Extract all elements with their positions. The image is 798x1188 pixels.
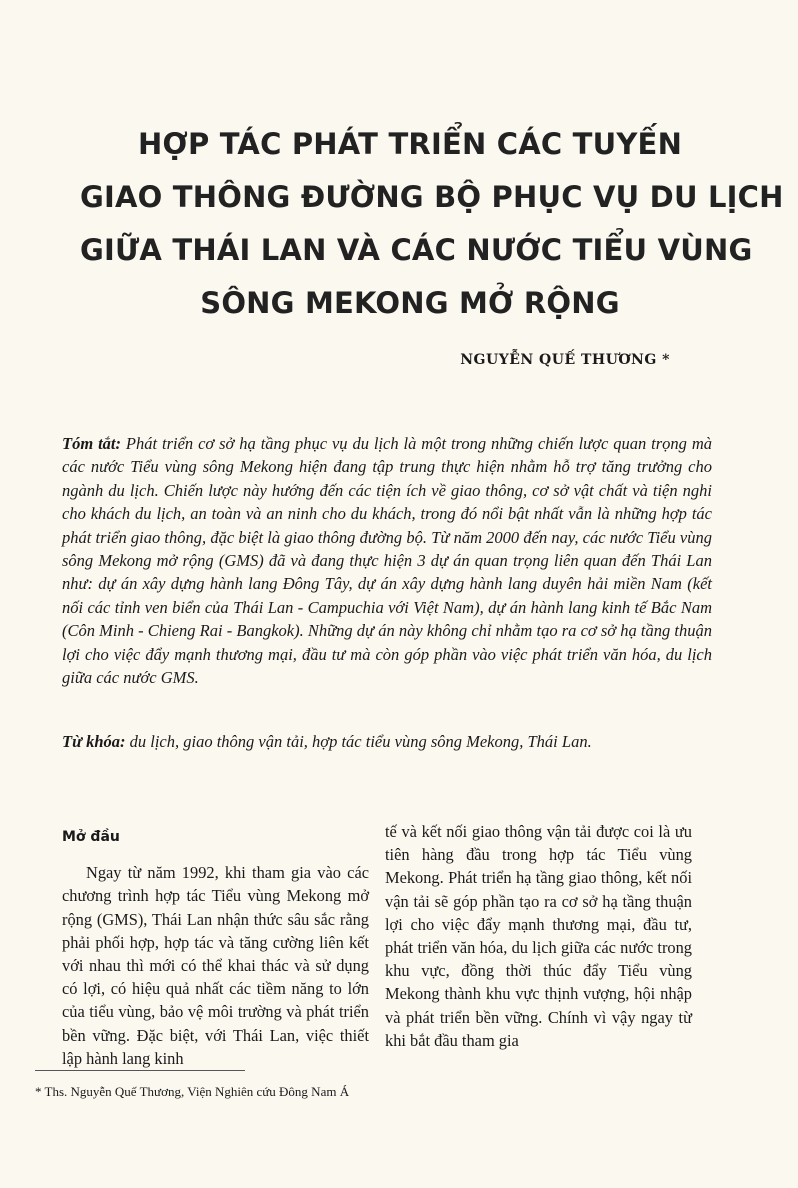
- keywords: [62, 730, 722, 753]
- title-line-1: HỢP TÁC PHÁT TRIỂN CÁC TUYẾN: [137, 127, 683, 161]
- footnote: * Ths. Nguyễn Quế Thương, Viện Nghiên cứu Đông Nam Á: [35, 1084, 350, 1099]
- footnote-divider: [35, 1070, 245, 1071]
- abstract-label: Tóm tắt:: [62, 434, 121, 453]
- author-name: NGUYỄN QUẾ THƯƠNG *: [460, 352, 670, 368]
- title-line-2: GIAO THÔNG ĐƯỜNG BỘ PHỤC VỤ DU LỊCH: [80, 180, 784, 214]
- abstract: [62, 432, 712, 689]
- section-heading: Mở đầu: [62, 829, 120, 845]
- body-text-right: tế và kết nối giao thông vận tải được coi là ưu tiên hàng đầu trong hợp tác Tiểu vùng Mekong. Phát triển hạ tầng giao thông, kết nối vận tải sẽ góp phần tạo ra cơ sở hạ tầng thuận lợi cho việc đẩy mạnh thương mại, đầu tư, phát triển văn hóa, du lịch giữa các nước trong khu vực, đồng thời thúc đẩy Tiểu vùng Mekong thành khu vực thịnh vượng, hội nhập và phát triển bền vững. Chính vì vậy ngay từ khi bắt đầu tham gia: [385, 822, 692, 1050]
- article-title: [80, 118, 784, 330]
- column-left: [62, 820, 369, 1070]
- keywords-label: Từ khóa:: [62, 732, 126, 751]
- keywords-text: du lịch, giao thông vận tải, hợp tác tiểu vùng sông Mekong, Thái Lan.: [125, 732, 592, 751]
- body-text-left: Ngay từ năm 1992, khi tham gia vào các chương trình hợp tác Tiểu vùng Mekong mở rộng (GMS), Thái Lan nhận thức sâu sắc rằng phải phối hợp, hợp tác và tăng cường liên kết với nhau thì mới có thể khai thác và sử dụng có lợi, có hiệu quả nhất các tiềm năng to lớn của tiểu vùng, bảo vệ môi trường và phát triển bền vững. Đặc biệt, với Thái Lan, việc thiết lập hành lang kinh: [62, 863, 369, 1068]
- title-line-4: SÔNG MEKONG MỞ RỘNG: [200, 286, 620, 320]
- abstract-text: Phát triển cơ sở hạ tầng phục vụ du lịch là một trong những chiến lược quan trọng mà các nước Tiểu vùng sông Mekong hiện đang tập trung thực hiện nhằm hỗ trợ tăng trưởng cho ngành du lịch. Chiến lược này hướng đến các tiện ích về giao thông, cơ sở vật chất và tiện nghi cho khách du lịch, an toàn và an ninh cho du khách, trong đó nổi bật nhất vẫn là những hợp tác phát triển giao thông, đặc biệt là giao thông đường bộ. Từ năm 2000 đến nay, các nước Tiểu vùng sông Mekong mở rộng (GMS) đã và đang thực hiện 3 dự án quan trọng liên quan đến Thái Lan như: dự án xây dựng hành lang Đông Tây, dự án xây dựng hành lang duyên hải miền Nam (kết nối các tỉnh ven biển của Thái Lan - Campuchia với Việt Nam), dự án hành lang kinh tế Bắc Nam (Côn Minh - Chieng Rai - Bangkok). Những dự án này không chỉ nhằm tạo ra cơ sở hạ tầng thuận lợi cho việc đẩy mạnh thương mại, đầu tư mà còn góp phần vào việc phát triển văn hóa, du lịch giữa các nước GMS.: [62, 434, 712, 688]
- column-right: [385, 820, 692, 1052]
- title-line-3: GIỮA THÁI LAN VÀ CÁC NƯỚC TIỂU VÙNG: [80, 233, 753, 267]
